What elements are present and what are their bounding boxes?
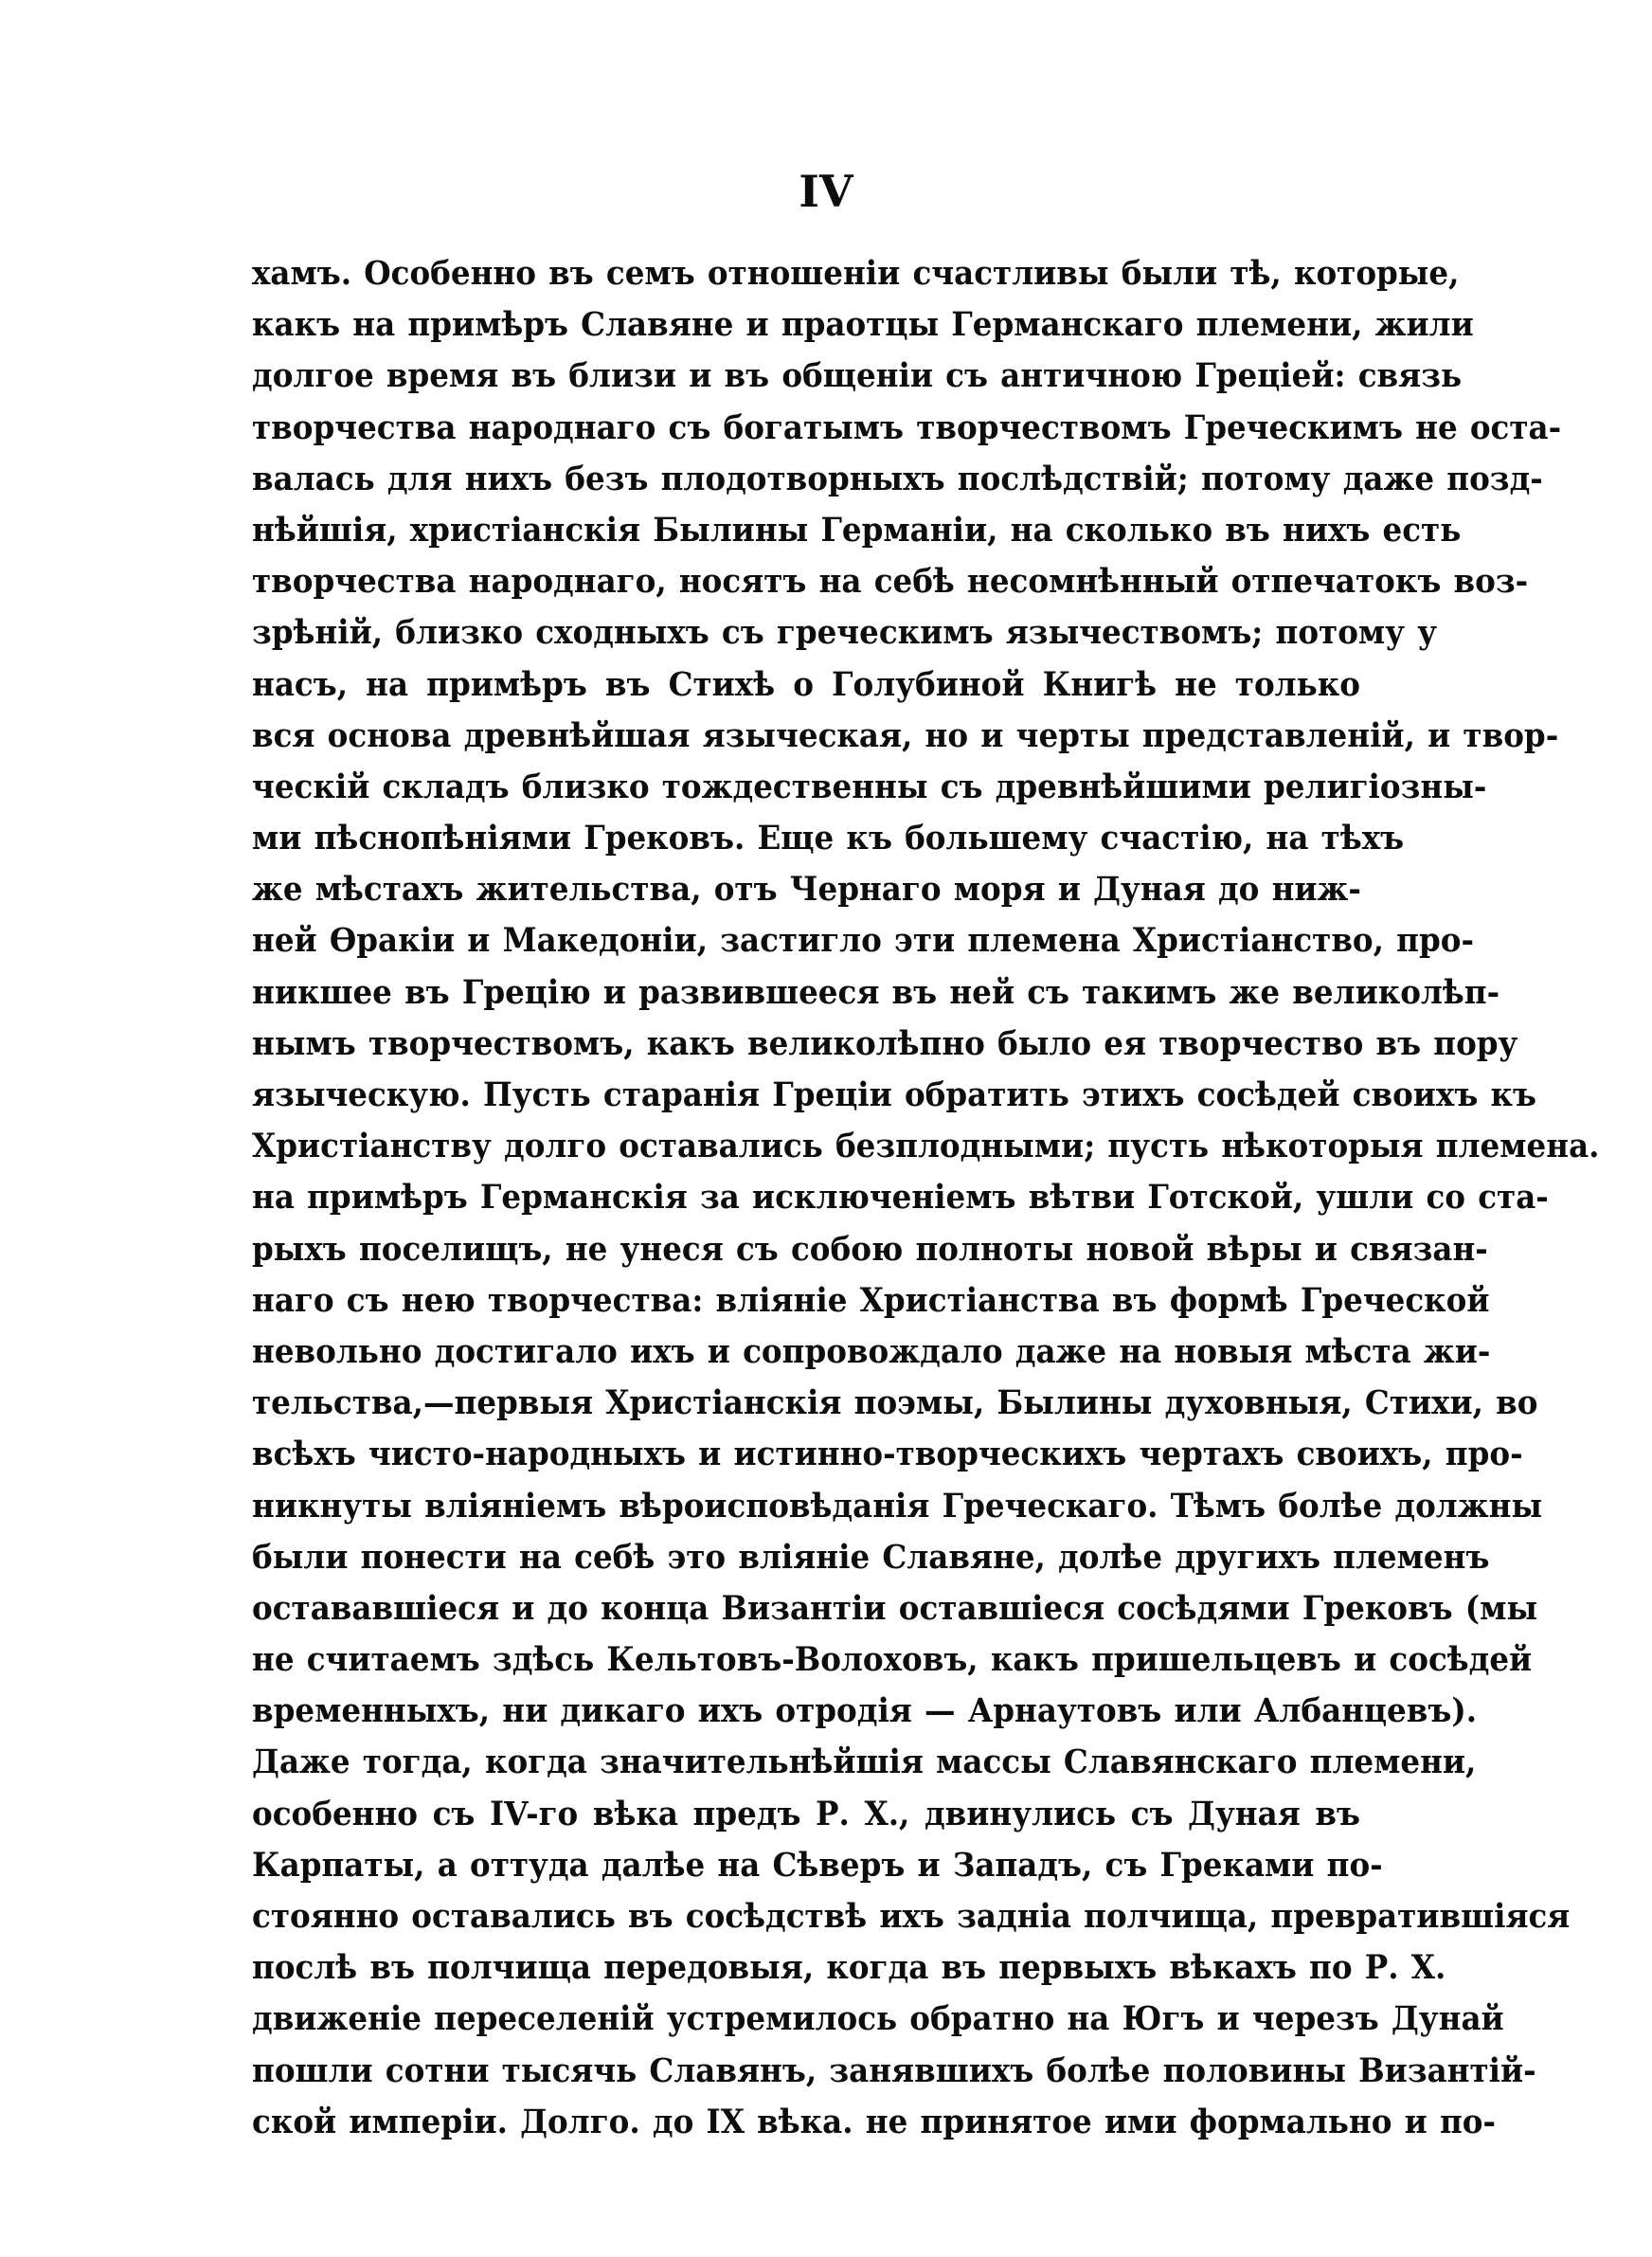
text-line: были понести на себѣ это вліяніе Славяне, долѣе другихъ племенъ: [252, 1537, 1490, 1577]
text-line: же мѣстахъ жительства, отъ Чернаго моря и Дуная до ниж-: [252, 870, 1361, 910]
text-line: творчества народнаго съ богатымъ творчествомъ Греческимъ не оста-: [252, 407, 1562, 447]
text-line: Карпаты, а оттуда далѣе на Сѣверъ и Западъ, съ Греками по-: [252, 1845, 1383, 1885]
text-line: насъ, на примѣръ въ Стихѣ о Голубиной Книгѣ не только: [252, 664, 1360, 704]
body-text: [252, 248, 1600, 2148]
text-line: особенно съ IV-го вѣка предъ Р. Х., двинулись съ Дуная въ: [252, 1794, 1360, 1833]
text-line: валась для нихъ безъ плодотворныхъ послѣдствій; потому даже позд-: [252, 459, 1543, 498]
text-line: рыхъ поселищъ, не унеся съ собою полноты новой вѣры и связан-: [252, 1229, 1488, 1269]
text-line: не считаемъ здѣсь Кельтовъ-Волоховъ, какъ пришельцевъ и сосѣдей: [252, 1640, 1533, 1680]
text-line: остававшіеся и до конца Византіи оставшіеся сосѣдями Грековъ (мы: [252, 1588, 1538, 1628]
text-line: ми пѣснопѣніями Грековъ. Еще къ большему счастію, на тѣхъ: [252, 819, 1405, 858]
text-line: пошли сотни тысячь Славянъ, занявшихъ болѣе половины Византій-: [252, 2050, 1536, 2090]
text-line: наго съ нею творчества: вліяніе Христіанства въ формѣ Греческой: [252, 1280, 1490, 1320]
text-line: какъ на примѣръ Славяне и праотцы Германскаго племени, жили: [252, 305, 1474, 345]
text-line: тельства,—первыя Христіанскія поэмы, Былины духовныя, Стихи, во: [252, 1383, 1538, 1423]
text-line: всѣхъ чисто-народныхъ и истинно-творческихъ чертахъ своихъ, про-: [252, 1435, 1523, 1474]
text-line: ческій складъ близко тождественны съ древнѣйшими религіозны-: [252, 767, 1487, 806]
text-line: никшее въ Грецію и развившееся въ ней съ такимъ же великолѣп-: [252, 972, 1500, 1012]
text-line: языческую. Пусть старанія Греціи обратить этихъ сосѣдей своихъ къ: [252, 1075, 1536, 1114]
text-line: Христіанству долго оставались безплодными; пусть нѣкоторыя племена.: [252, 1127, 1600, 1166]
text-line: Даже тогда, когда значительнѣйшія массы Славянскаго племени,: [252, 1742, 1477, 1782]
text-line: невольно достигало ихъ и сопровождало даже на новыя мѣста жи-: [252, 1331, 1491, 1371]
text-line: на примѣръ Германскія за исключеніемъ вѣтви Готской, ушли со ста-: [252, 1178, 1549, 1218]
text-line: нѣйшія, христіанскія Былины Германіи, на сколько въ нихъ есть: [252, 510, 1462, 550]
page-number: IV: [799, 166, 853, 217]
text-line: ней Ѳракіи и Македоніи, застигло эти племена Христіанство, про-: [252, 921, 1474, 961]
text-line: зрѣній, близко сходныхъ съ греческимъ язычествомъ; потому у: [252, 613, 1438, 653]
text-line: вся основа древнѣйшая языческая, но и черты представленій, и твор-: [252, 715, 1559, 755]
text-line: послѣ въ полчища передовыя, когда въ первыхъ вѣкахъ по Р. Х.: [252, 1948, 1446, 1988]
text-line: ской имперіи. Долго. до IX вѣка. не принятое ими формально и по-: [252, 2102, 1497, 2141]
text-line: временныхъ, ни дикаго ихъ отродія — Арнаутовъ или Албанцевъ).: [252, 1691, 1478, 1731]
text-line: нымъ творчествомъ, какъ великолѣпно было ея творчество въ пору: [252, 1023, 1518, 1063]
text-line: долгое время въ близи и въ общеніи съ античною Греціей: связь: [252, 356, 1463, 396]
text-line: творчества народнаго, носятъ на себѣ несомнѣнный отпечатокъ воз-: [252, 562, 1529, 602]
text-line: никнуты вліяніемъ вѣроисповѣданія Греческаго. Тѣмъ болѣе должны: [252, 1486, 1543, 1526]
text-line: движеніе переселеній устремилось обратно на Югъ и черезъ Дунай: [252, 1999, 1504, 2039]
text-line: хамъ. Особенно въ семъ отношеніи счастливы были тѣ, которые,: [252, 254, 1460, 293]
text-line: стоянно оставались въ сосѣдствѣ ихъ задніа полчища, превратившіяся: [252, 1897, 1571, 1936]
